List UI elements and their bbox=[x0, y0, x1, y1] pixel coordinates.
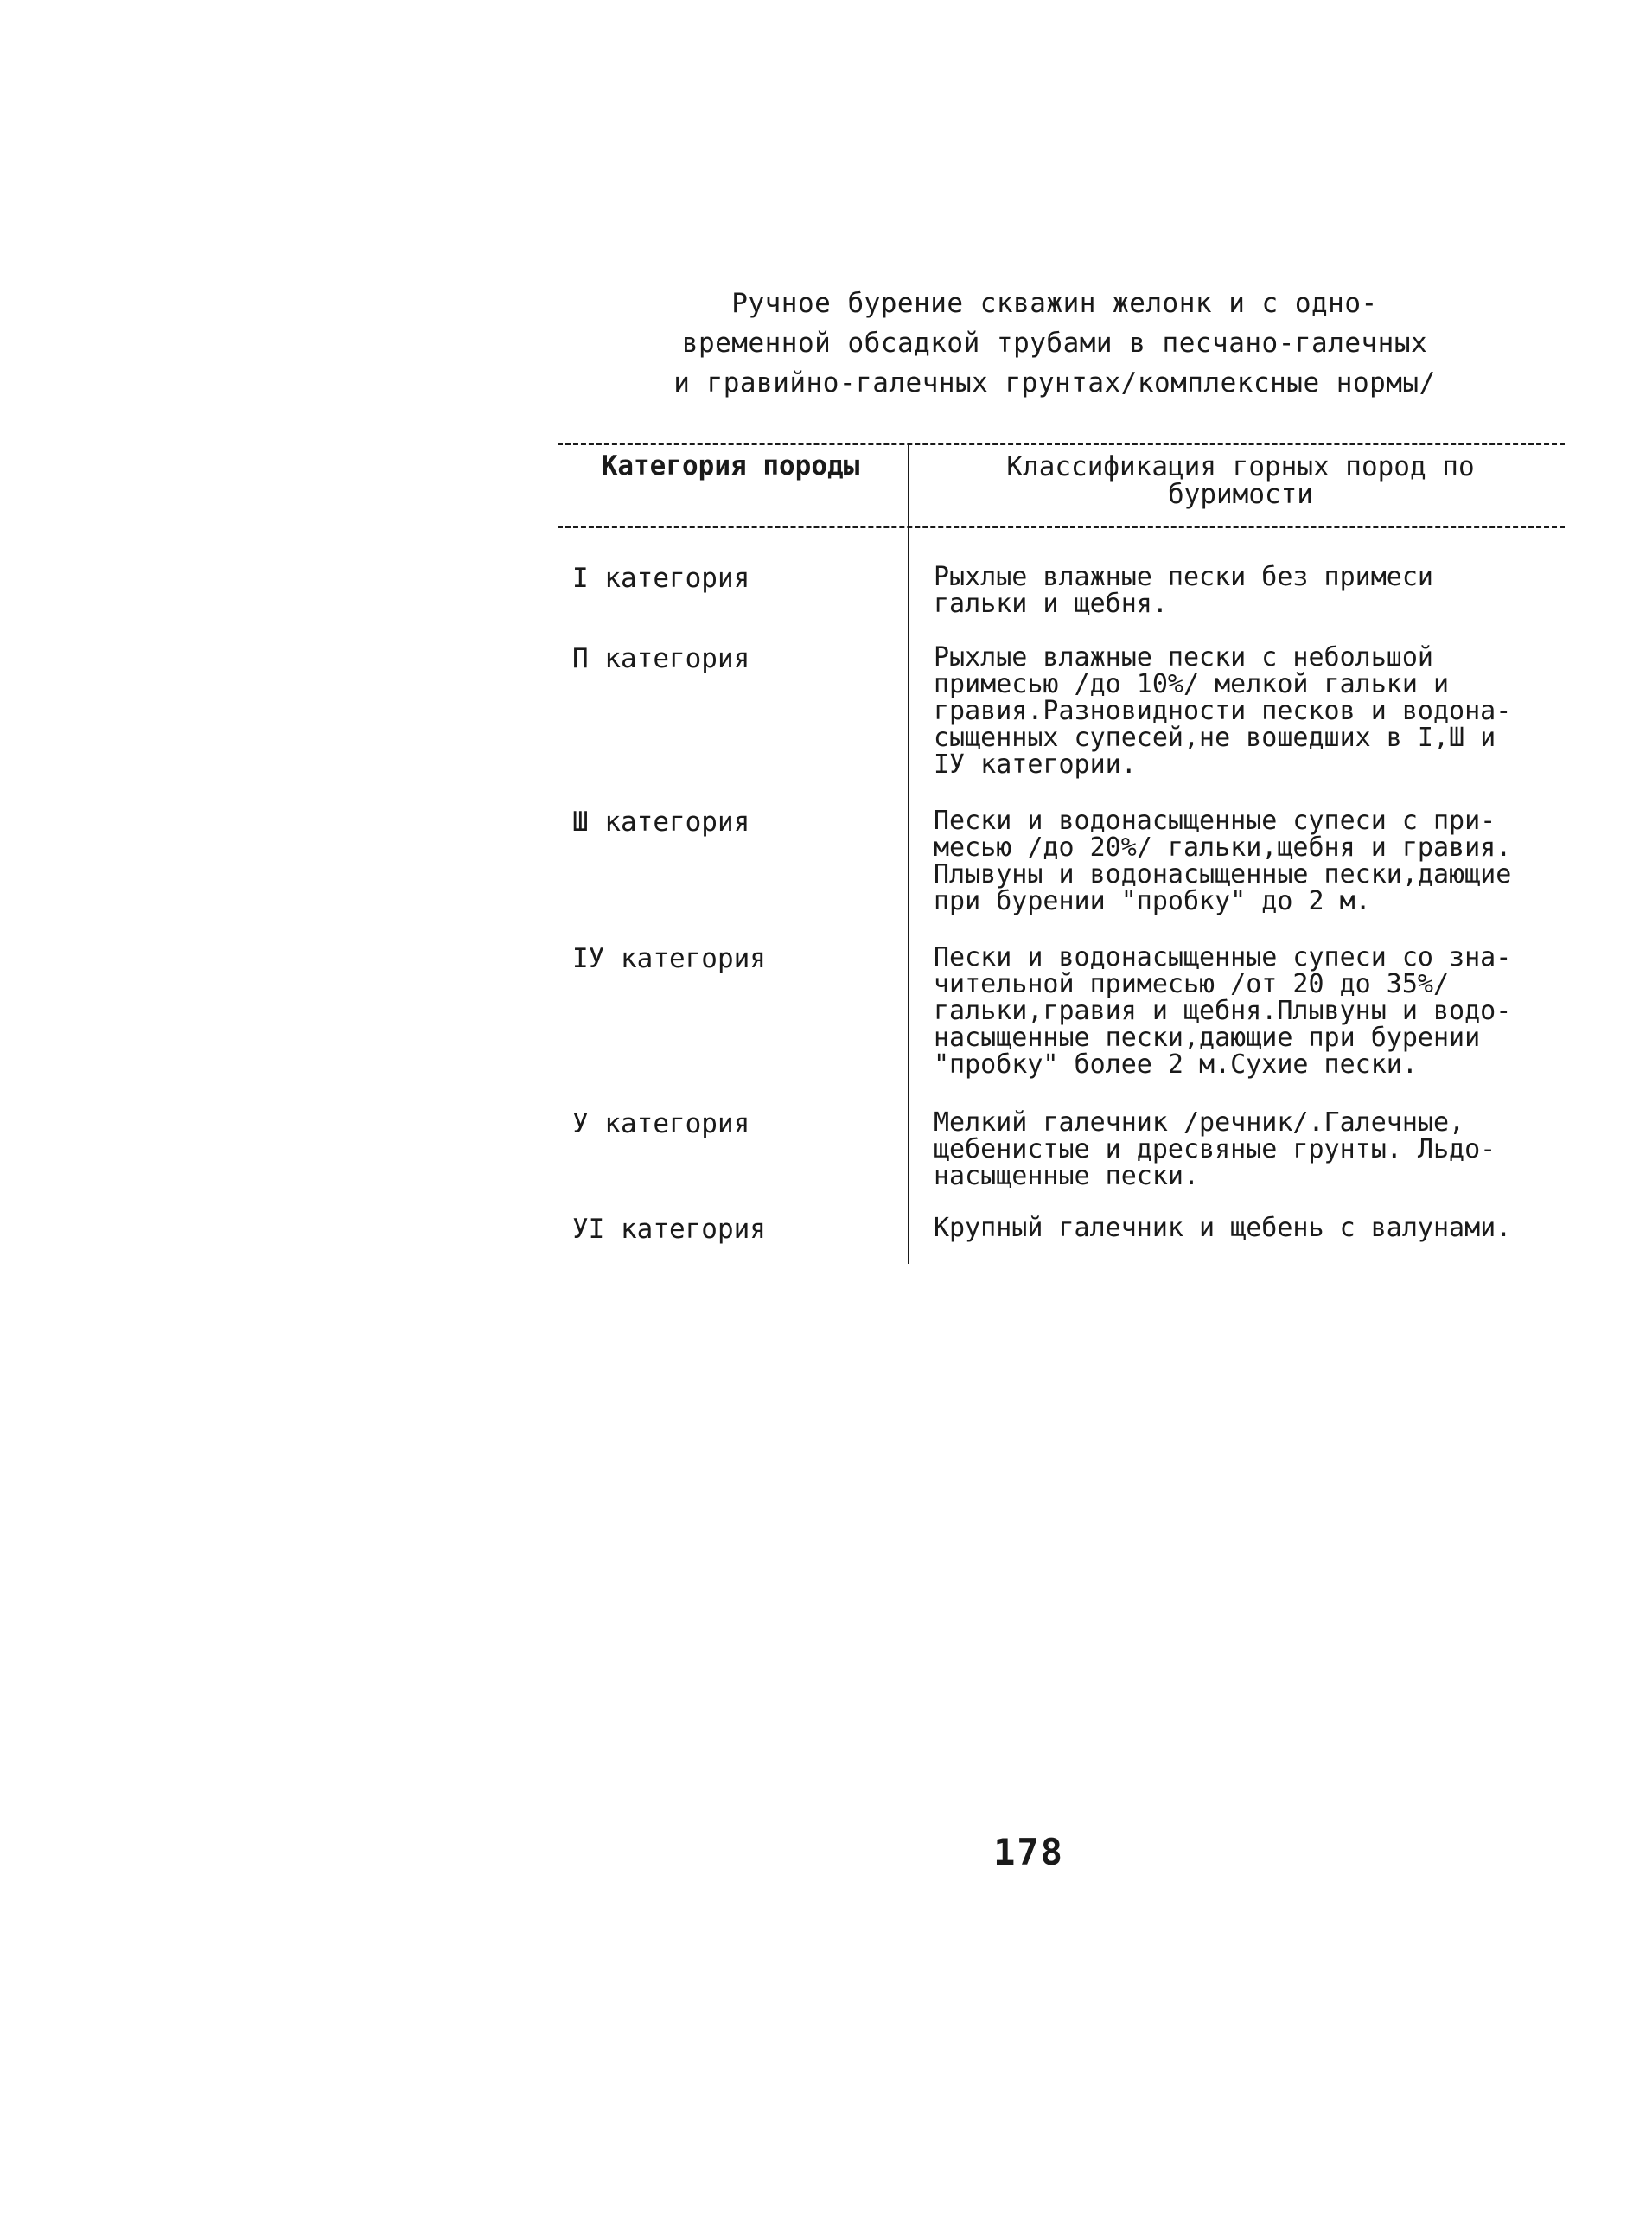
row-5-category: У категория bbox=[572, 1108, 750, 1139]
header-category: Категория породы bbox=[601, 450, 860, 482]
document-title bbox=[596, 284, 1513, 403]
row-3-description: Пески и водонасыщенные супеси с при- месью /до 20%/ гальки,щебня и гравия. Плывуны и водонасыщенные пески,дающие при бурении "пробку" до 2 м. bbox=[934, 806, 1512, 916]
page-number: 178 bbox=[993, 1831, 1064, 1873]
title-line-3: и гравийно-галечных грунтах/комплексные нормы/ bbox=[673, 367, 1436, 399]
row-2-description: Рыхлые влажные пески с небольшой примесью /до 10%/ мелкой гальки и гравия.Разновидности песков и водона- сыщенных супесей,не вошедших в I,Ш и IУ категории. bbox=[934, 642, 1512, 780]
row-1-category: I категория bbox=[572, 563, 750, 594]
table-top-dashed-rule bbox=[558, 443, 1565, 445]
row-5-description: Мелкий галечник /речник/.Галечные, щебенистые и дресвяные грунты. Льдо- насыщенные пески. bbox=[934, 1107, 1496, 1191]
row-6-category: УI категория bbox=[572, 1214, 766, 1245]
title-line-2: временной обсадкой трубами в песчано-галечных bbox=[681, 328, 1428, 359]
title-line-1: Ручное бурение скважин желонк и с одно- bbox=[731, 288, 1378, 319]
table-header-dashed-rule bbox=[558, 526, 1565, 528]
table-column-divider bbox=[908, 443, 909, 1264]
row-2-category: П категория bbox=[572, 643, 750, 674]
row-6-description: Крупный галечник и щебень с валунами. bbox=[934, 1213, 1512, 1243]
row-3-category: Ш категория bbox=[572, 807, 750, 838]
header-classification: Классификация горных пород по буримости bbox=[1006, 451, 1475, 510]
row-4-category: IУ категория bbox=[572, 943, 766, 974]
row-4-description: Пески и водонасыщенные супеси со зна- чительной примесью /от 20 до 35%/ гальки,гравия и щебня.Плывуны и водо- насыщенные пески,дающие при бурении "пробку" более 2 м.Сухие пески. bbox=[934, 942, 1512, 1080]
row-1-description: Рыхлые влажные пески без примеси гальки и щебня. bbox=[934, 562, 1433, 619]
